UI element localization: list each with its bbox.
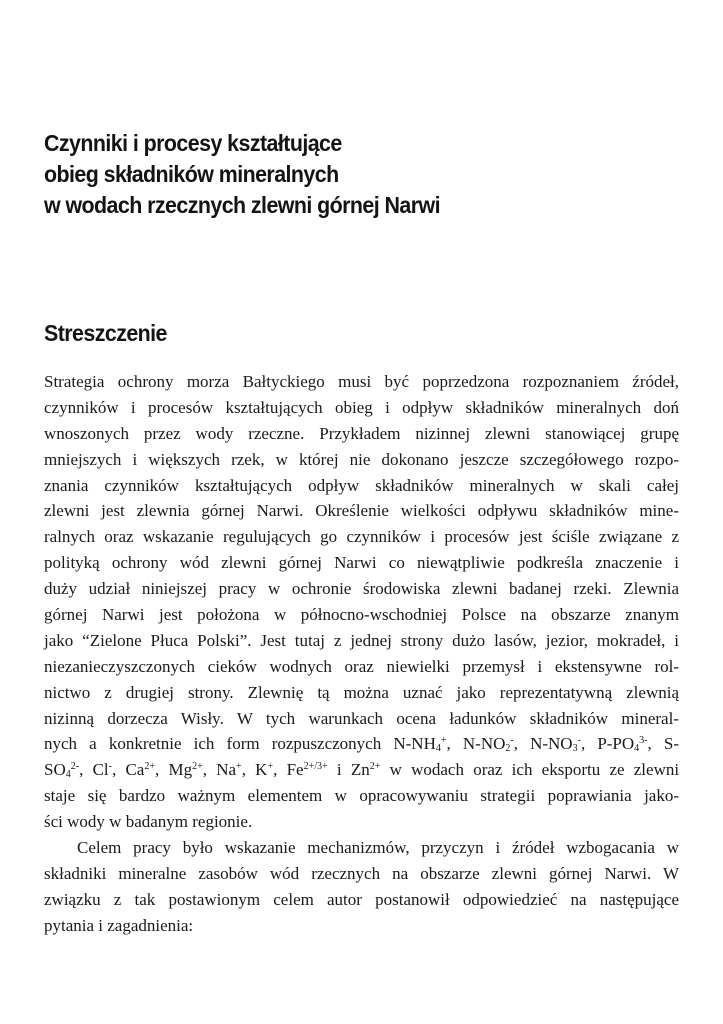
ion-k: K+ xyxy=(255,760,274,780)
body-line: polityką ochrony wód zlewni górnej Narwi co niewątpliwie podkreśla znaczenie i xyxy=(44,553,679,573)
ions-tail-text: w wodach oraz ich eksportu ze zlewni xyxy=(389,760,680,780)
body-line: górnej Narwi jest położona w północno-wschodniej Polsce na obszarze znanym xyxy=(44,605,679,625)
body-line: pytania i zagadnienia: xyxy=(44,915,194,935)
abstract-body xyxy=(44,369,679,939)
body-line: jako “Zielone Płuca Polski”. Jest tutaj z jednej strony dużo lasów, jezior, mokradeł, i xyxy=(44,630,679,650)
ion-fe: $Fe^{2+/3+}$ xyxy=(286,760,328,780)
title-line: w wodach rzecznych zlewni górnej Narwi xyxy=(44,192,441,218)
title-line: obieg składników mineralnych xyxy=(44,161,339,187)
body-line: mniejszych i większych rzek, w której nie dokonano jeszcze szczegółowego rozpo- xyxy=(44,449,679,469)
ion-na: Na+ xyxy=(216,760,242,780)
ion-po4: $P-PO_4^{3-}$ xyxy=(597,734,648,755)
body-line: Strategia ochrony morza Bałtyckiego musi być poprzedzona rozpoznaniem źródeł, xyxy=(44,372,679,391)
title-line: Czynniki i procesy kształtujące xyxy=(44,130,342,156)
body-line: duży udział niniejszej pracy w ochronie środowiska zlewni badanej rzeki. Zlewnia xyxy=(44,579,679,599)
body-line: ści wody w badanym regionie. xyxy=(44,812,253,832)
body-line: nizinną dorzecza Wisły. W tych warunkach ocena ładunków składników mineral- xyxy=(44,708,679,728)
ion-mg: $Mg^{2+}$ xyxy=(168,760,203,780)
body-line: znania czynników kształtujących odpływ składników mineralnych w skali całej xyxy=(44,475,679,495)
body-line-ions-1: nych a konkretnie ich form rozpuszczonych $N-NH_4^+$, $N-NO_2^-$, $N-NO_3^-$, $P-PO_4^{3-}$, S- xyxy=(44,734,680,755)
body-line: staje się bardzo ważnym elementem w opracowywaniu strategii poprawiania jako- xyxy=(44,786,679,806)
ion-no2: $N-NO_2^-$ xyxy=(462,734,514,755)
conjunction: i xyxy=(336,760,342,780)
ion-ca: $Ca^{2+}$ xyxy=(125,760,155,780)
ion-so4: $SO_4^{2-}$ xyxy=(44,760,80,781)
body-line: związku z tak postawionym celem autor postanowił odpowiedzieć na następujące xyxy=(44,889,679,909)
ion-s: S- xyxy=(663,734,680,754)
body-line-ions-2: $SO_4^{2-}$, Cl-, $Ca^{2+}$, $Mg^{2+}$, Na+, K+, $Fe^{2+/3+}$ i $Zn^{2+}$ w wodach oraz ich eksportu ze zlewni xyxy=(44,760,680,781)
ion-nh4: $N-NH_4^+$ xyxy=(393,734,447,755)
body-line: ralnych oraz wskazanie regulujących go czynników i procesów jest ściśle związane z xyxy=(44,527,679,547)
ion-zn: $Zn^{2+}$ xyxy=(350,760,381,780)
body-line: czynników i procesów kształtujących obieg i odpływ składników mineralnych doń xyxy=(44,397,679,417)
body-line: wnoszonych przez wody rzeczne. Przykładem nizinnej zlewni stanowiącej grupę xyxy=(44,423,679,443)
ion-no3: $N-NO_3^-$ xyxy=(530,734,581,755)
body-line: nictwo z drugiej strony. Zlewnię tą można uznać jako reprezentatywną zlewnią xyxy=(44,682,679,702)
body-line: niezanieczyszczonych cieków wodnych oraz niewielki przemysł i ekstensywne rol- xyxy=(44,656,679,676)
ion-cl: Cl- xyxy=(92,760,112,780)
document-title xyxy=(44,128,639,221)
body-line: składniki mineralne zasobów wód rzecznych na obszarze zlewni górnej Narwi. W xyxy=(44,863,679,883)
body-line: zlewni jest zlewnia górnej Narwi. Określenie wielkości odpływu składników mine- xyxy=(44,501,679,521)
section-heading: Streszczenie xyxy=(44,320,167,346)
body-line-text: nych a konkretnie ich form rozpuszczonych xyxy=(44,734,382,754)
body-line: Celem pracy było wskazanie mechanizmów, przyczyn i źródeł wzbogacania w xyxy=(77,838,679,858)
